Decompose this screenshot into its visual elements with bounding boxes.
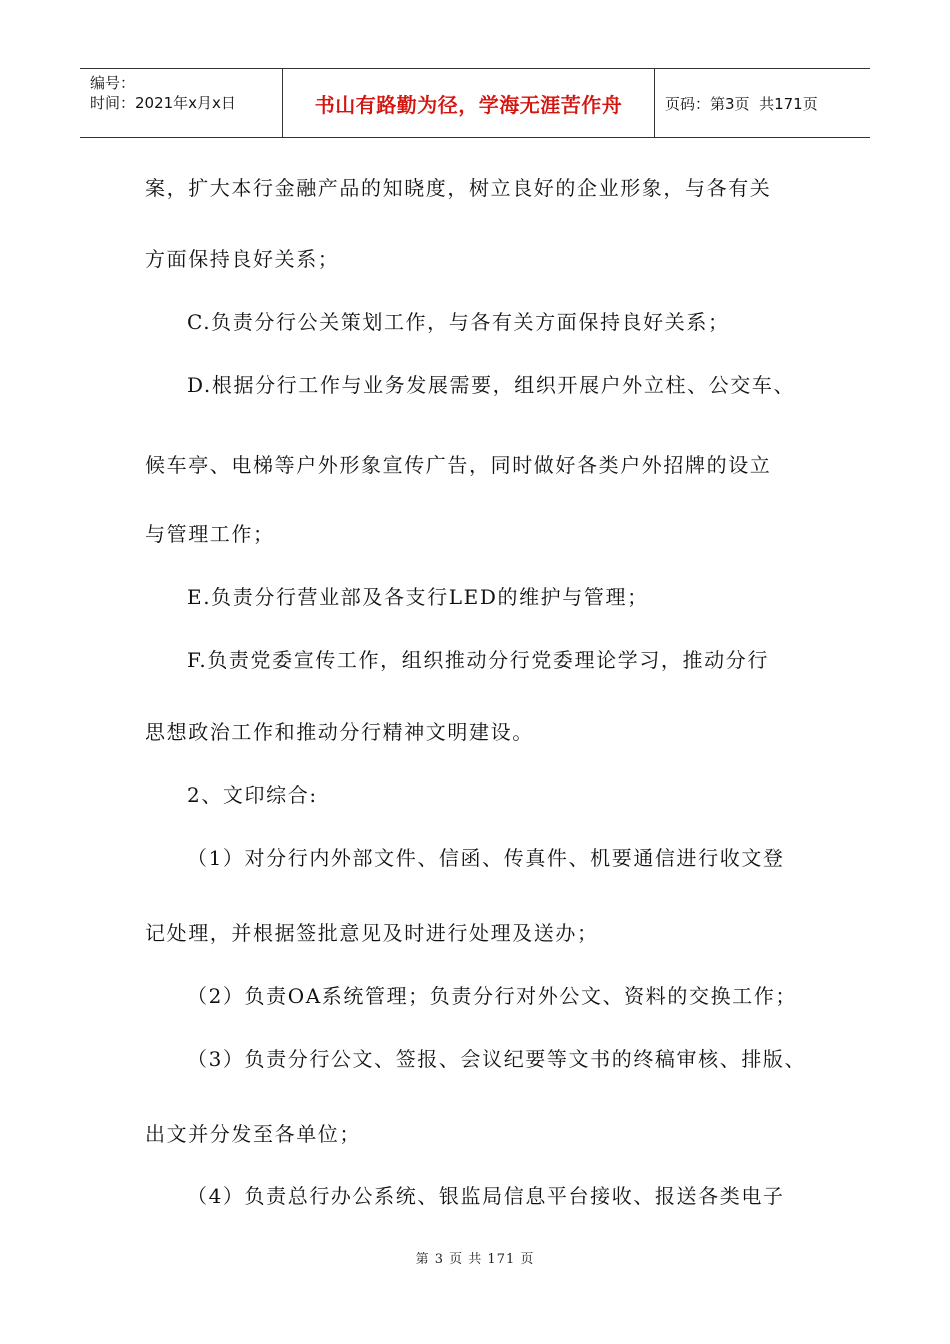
header-meta — [80, 69, 283, 137]
page-info-text: 页码：第3页 共171页 — [665, 94, 818, 113]
paragraph-line: （3）负责分行公文、签报、会议纪要等文书的终稿审核、排版、 — [187, 1047, 807, 1071]
document-date: 时间：2021年x月x日 — [90, 94, 236, 112]
paragraph-line: 出文并分发至各单位； — [145, 1122, 361, 1146]
paragraph-line: 方面保持良好关系； — [145, 247, 340, 271]
paragraph-line: E.负责分行营业部及各支行LED的维护与管理； — [187, 585, 649, 609]
header-page-info — [655, 69, 870, 137]
page-header — [80, 68, 870, 138]
paragraph-line: D.根据分行工作与业务发展需要，组织开展户外立柱、公交车、 — [187, 373, 796, 397]
paragraph-line: 与管理工作； — [145, 522, 275, 546]
paragraph-line: 记处理，并根据签批意见及时进行处理及送办； — [145, 921, 599, 945]
page-footer: 第 3 页 共 171 页 — [415, 1252, 535, 1267]
paragraph-line: 思想政治工作和推动分行精神文明建设。 — [145, 720, 534, 744]
paragraph-line: F.负责党委宣传工作，组织推动分行党委理论学习，推动分行 — [187, 648, 769, 672]
header-motto: 书山有路勤为径，学海无涯苦作舟 — [283, 69, 655, 137]
paragraph-line: 候车亭、电梯等户外形象宣传广告，同时做好各类户外招牌的设立 — [145, 453, 772, 477]
paragraph-line: 案，扩大本行金融产品的知晓度，树立良好的企业形象，与各有关 — [145, 176, 772, 200]
paragraph-line: （2）负责OA系统管理；负责分行对外公文、资料的交换工作； — [187, 984, 797, 1008]
paragraph-line: （1）对分行内外部文件、信函、传真件、机要通信进行收文登 — [187, 846, 785, 870]
paragraph-line: C.负责分行公关策划工作，与各有关方面保持良好关系； — [187, 310, 730, 334]
paragraph-line: （4）负责总行办公系统、银监局信息平台接收、报送各类电子 — [187, 1184, 785, 1208]
section-heading: 2、文印综合: — [187, 783, 318, 807]
document-number-label: 编号： — [90, 74, 136, 92]
